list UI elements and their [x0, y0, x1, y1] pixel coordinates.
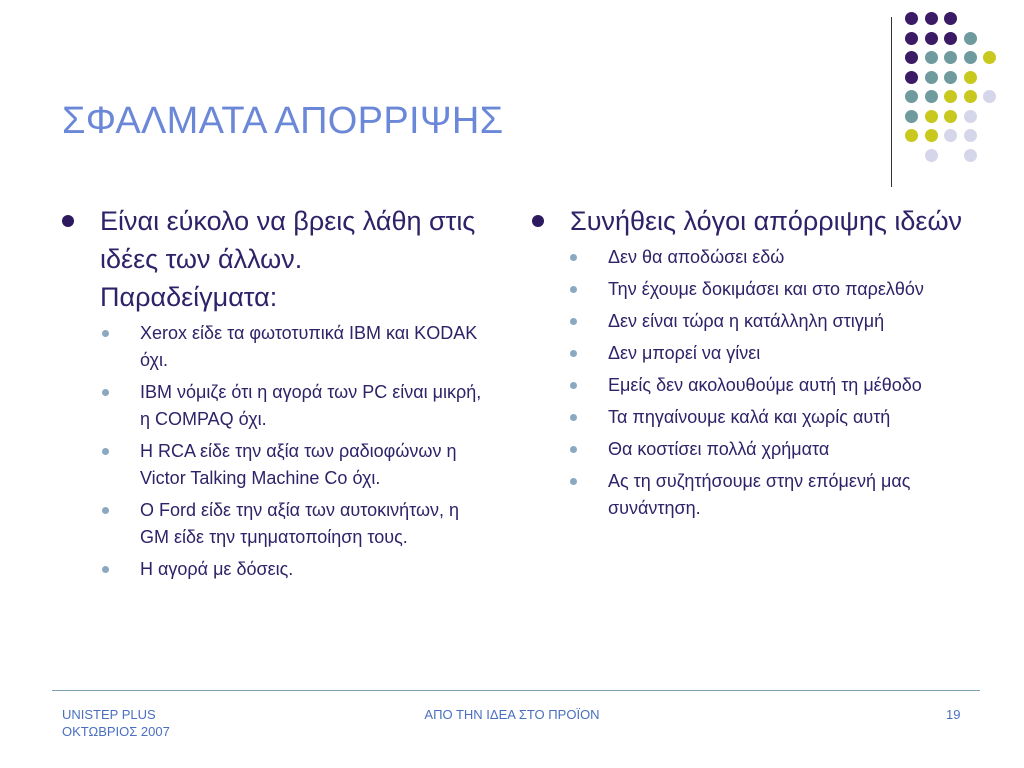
decorative-dot: [925, 149, 938, 162]
list-item-text: O Ford είδε την αξία των αυτοκινήτων, η GM είδε την τμηματοποίηση τους.: [140, 500, 460, 547]
decorative-dot-pattern: [905, 12, 1005, 172]
list-item: [102, 556, 482, 583]
bullet-icon: [532, 215, 544, 227]
decorative-vertical-line: [891, 17, 892, 187]
decorative-dot: [964, 32, 977, 45]
list-item: [570, 276, 972, 303]
left-heading-item: [62, 202, 482, 316]
list-item: [102, 438, 482, 492]
bullet-icon: [570, 318, 577, 325]
slide-title: ΣΦΑΛΜΑΤΑ ΑΠΟΡΡΙΨΗΣ: [62, 100, 504, 142]
right-heading-text: Συνήθεις λόγοι απόρριψης ιδεών: [570, 206, 963, 236]
list-item-text: Ας τη συζητήσουμε στην επόμενή μας συνάντηση.: [608, 471, 911, 518]
list-item-text: Την έχουμε δοκιμάσει και στο παρελθόν: [608, 279, 924, 299]
decorative-dot: [925, 129, 938, 142]
list-item-text: Δεν θα αποδώσει εδώ: [608, 247, 785, 267]
footer-divider: [52, 690, 980, 691]
decorative-dot: [925, 71, 938, 84]
footer-date: ΟΚΤΩΒΡΙΟΣ 2007: [62, 724, 170, 739]
footer-org: UNISTEP PLUS: [62, 707, 156, 722]
decorative-dot: [964, 129, 977, 142]
bullet-icon: [102, 389, 109, 396]
list-item-text: IBM νόμιζε ότι η αγορά των PC είναι μικρή, η COMPAQ όχι.: [140, 382, 482, 429]
list-item-text: Η αγορά με δόσεις.: [140, 559, 294, 579]
decorative-dot: [905, 110, 918, 123]
bullet-icon: [62, 215, 74, 227]
list-item-text: Η RCA είδε την αξία των ραδιοφώνων η Victor Talking Machine Co όχι.: [140, 441, 457, 488]
decorative-dot: [905, 71, 918, 84]
left-column: [62, 202, 482, 588]
list-item: [102, 497, 482, 551]
decorative-dot: [905, 90, 918, 103]
bullet-icon: [570, 382, 577, 389]
decorative-dot: [944, 110, 957, 123]
bullet-icon: [570, 414, 577, 421]
list-item-text: Τα πηγαίνουμε καλά και χωρίς αυτή: [608, 407, 891, 427]
bullet-icon: [102, 448, 109, 455]
decorative-dot: [944, 32, 957, 45]
decorative-dot: [905, 32, 918, 45]
decorative-dot: [905, 12, 918, 25]
decorative-dot: [944, 12, 957, 25]
decorative-dot: [944, 71, 957, 84]
decorative-dot: [964, 71, 977, 84]
decorative-dot: [964, 51, 977, 64]
list-item: [570, 244, 972, 271]
right-column: [532, 202, 972, 527]
list-item: [102, 320, 482, 374]
decorative-dot: [983, 51, 996, 64]
bullet-icon: [102, 566, 109, 573]
decorative-dot: [944, 129, 957, 142]
footer-center-title: ΑΠΟ ΤΗΝ ΙΔΕΑ ΣΤΟ ΠΡΟΪΟΝ: [424, 707, 600, 722]
bullet-icon: [102, 507, 109, 514]
bullet-icon: [570, 478, 577, 485]
decorative-dot: [983, 90, 996, 103]
list-item-text: Θα κοστίσει πολλά χρήματα: [608, 439, 830, 459]
list-item: [570, 308, 972, 335]
decorative-dot: [925, 32, 938, 45]
list-item: [570, 436, 972, 463]
list-item: [570, 372, 972, 399]
bullet-icon: [570, 446, 577, 453]
bullet-icon: [570, 350, 577, 357]
decorative-dot: [925, 51, 938, 64]
list-item-text: Δεν είναι τώρα η κατάλληλη στιγμή: [608, 311, 885, 331]
decorative-dot: [905, 51, 918, 64]
list-item: [570, 340, 972, 367]
list-item: [570, 468, 972, 522]
decorative-dot: [944, 51, 957, 64]
list-item: [570, 404, 972, 431]
left-heading-text: Είναι εύκολο να βρεις λάθη στις ιδέες των άλλων. Παραδείγματα:: [100, 206, 476, 312]
list-item-text: Xerox είδε τα φωτοτυπικά IBM και KODAK όχι.: [140, 323, 478, 370]
bullet-icon: [102, 330, 109, 337]
decorative-dot: [944, 90, 957, 103]
page-number: 19: [946, 707, 961, 722]
decorative-dot: [925, 90, 938, 103]
decorative-dot: [925, 110, 938, 123]
bullet-icon: [570, 286, 577, 293]
decorative-dot: [964, 149, 977, 162]
bullet-icon: [570, 254, 577, 261]
decorative-dot: [964, 110, 977, 123]
decorative-dot: [925, 12, 938, 25]
right-heading-item: [532, 202, 972, 240]
decorative-dot: [905, 129, 918, 142]
decorative-dot: [964, 90, 977, 103]
list-item-text: Εμείς δεν ακολουθούμε αυτή τη μέθοδο: [608, 375, 922, 395]
list-item-text: Δεν μπορεί να γίνει: [608, 343, 761, 363]
list-item: [102, 379, 482, 433]
